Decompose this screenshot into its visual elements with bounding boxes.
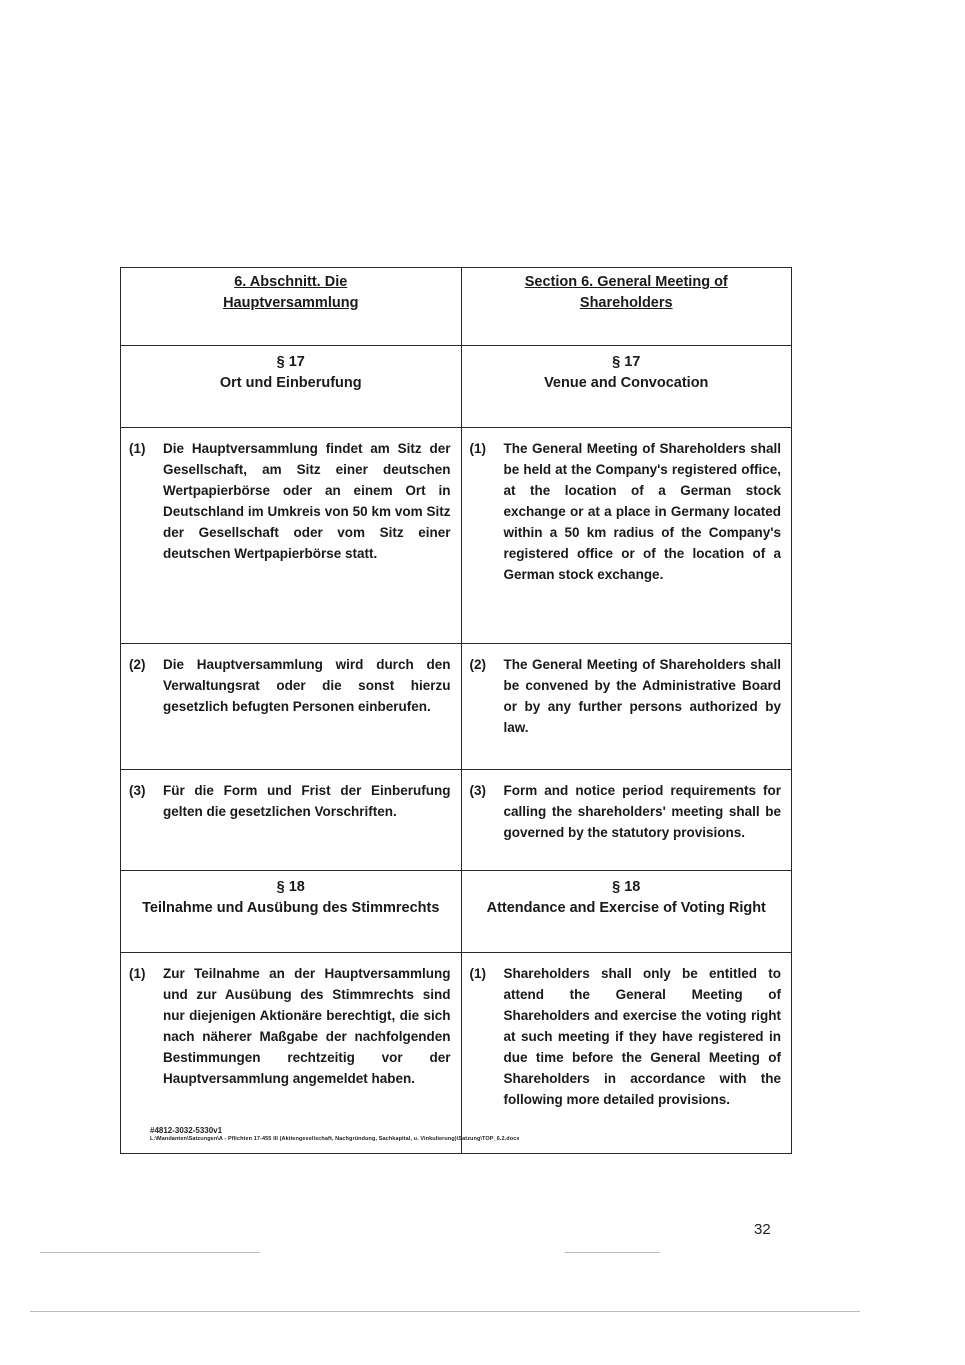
scan-artifact-line <box>30 1311 860 1312</box>
clause-row <box>121 428 792 644</box>
german-column-header <box>121 268 462 346</box>
scan-artifact-line <box>40 1252 260 1253</box>
clause-text: Zur Teilnahme an der Hauptversammlung und zur Ausübung des Stimmrechts sind nur diejenigen Aktionäre berechtigt, die sich nach näherer Maßgabe der nachfolgenden Bestimmungen rechtzeitig vor der Hauptversammlung angemeldet haben. <box>163 966 451 1086</box>
table-header-row <box>121 268 792 346</box>
german-clause <box>121 770 462 871</box>
document-reference <box>150 1126 520 1144</box>
clause-text: Die Hauptversammlung findet am Sitz der Gesellschaft, am Sitz einer deutschen Wertpapierbörse oder an einem Ort in Deutschland im Umkreis von 50 km vom Sitz der Gesellschaft oder vom Sitz einer deutschen Wertpapierbörse statt. <box>163 441 451 561</box>
paragraph-title: Teilnahme und Ausübung des Stimmrechts <box>142 900 440 916</box>
paragraph-title: Venue and Convocation <box>544 375 709 391</box>
scan-artifact-line <box>565 1252 660 1253</box>
german-clause <box>121 428 462 644</box>
clause-number: (1) <box>469 441 486 456</box>
paragraph-number: § 18 <box>612 879 641 895</box>
clause-text: The General Meeting of Shareholders shall be held at the Company's registered office, at the location of a German stock exchange or at a place in Germany located within a 50 km radius of the Company's registered office or of the location of a German stock exchange. <box>503 441 781 582</box>
clause-text: Die Hauptversammlung wird durch den Verwaltungsrat oder die sonst hierzu gesetzlich befugten Personen einberufen. <box>163 657 451 714</box>
page-number: 32 <box>754 1221 771 1238</box>
clause-number: (1) <box>129 966 146 981</box>
german-section-title: 6. Abschnitt. Die Hauptversammlung <box>223 274 359 311</box>
paragraph-heading-row <box>121 871 792 953</box>
file-path: L:\Mandanten\Satzungen\A - Pflichten 17-455 III (Aktiengesellschaft, Nachgründung, Sachkapital, u. Vinkulierung)\Satzung\TOP_6.2.docx <box>150 1136 520 1142</box>
paragraph-heading-row <box>121 346 792 428</box>
english-clause <box>461 770 792 871</box>
clause-text: The General Meeting of Shareholders shall be convened by the Administrative Board or by any further persons authorized by law. <box>503 657 781 735</box>
english-section-title: Section 6. General Meeting of Shareholders <box>524 274 728 311</box>
english-clause <box>461 953 792 1154</box>
paragraph-number: § 17 <box>276 354 305 370</box>
clause-number: (2) <box>129 657 146 672</box>
english-clause <box>461 644 792 770</box>
german-paragraph-heading <box>121 346 462 428</box>
clause-row <box>121 644 792 770</box>
english-paragraph-heading <box>461 871 792 953</box>
english-paragraph-heading <box>461 346 792 428</box>
paragraph-title: Attendance and Exercise of Voting Right <box>486 900 766 916</box>
clause-text: Für die Form und Frist der Einberufung gelten die gesetzlichen Vorschriften. <box>163 783 451 819</box>
clause-number: (1) <box>469 966 486 981</box>
clause-row <box>121 953 792 1154</box>
clause-row <box>121 770 792 871</box>
bilingual-articles-table <box>120 267 792 1154</box>
clause-number: (3) <box>129 783 146 798</box>
paragraph-title: Ort und Einberufung <box>219 375 362 391</box>
clause-number: (3) <box>469 783 486 798</box>
paragraph-number: § 17 <box>612 354 641 370</box>
german-paragraph-heading <box>121 871 462 953</box>
paragraph-number: § 18 <box>276 879 305 895</box>
document-id: #4812-3032-5330v1 <box>150 1126 223 1135</box>
german-clause <box>121 644 462 770</box>
clause-text: Form and notice period requirements for calling the shareholders' meeting shall be governed by the statutory provisions. <box>503 783 781 840</box>
clause-number: (1) <box>129 441 146 456</box>
english-column-header <box>461 268 792 346</box>
german-clause <box>121 953 462 1154</box>
english-clause <box>461 428 792 644</box>
clause-number: (2) <box>469 657 486 672</box>
clause-text: Shareholders shall only be entitled to attend the General Meeting of Shareholders and exercise the voting right at such meeting if they have registered in due time before the General Meeting of Shareholders in accordance with the following more detailed provisions. <box>503 966 781 1107</box>
